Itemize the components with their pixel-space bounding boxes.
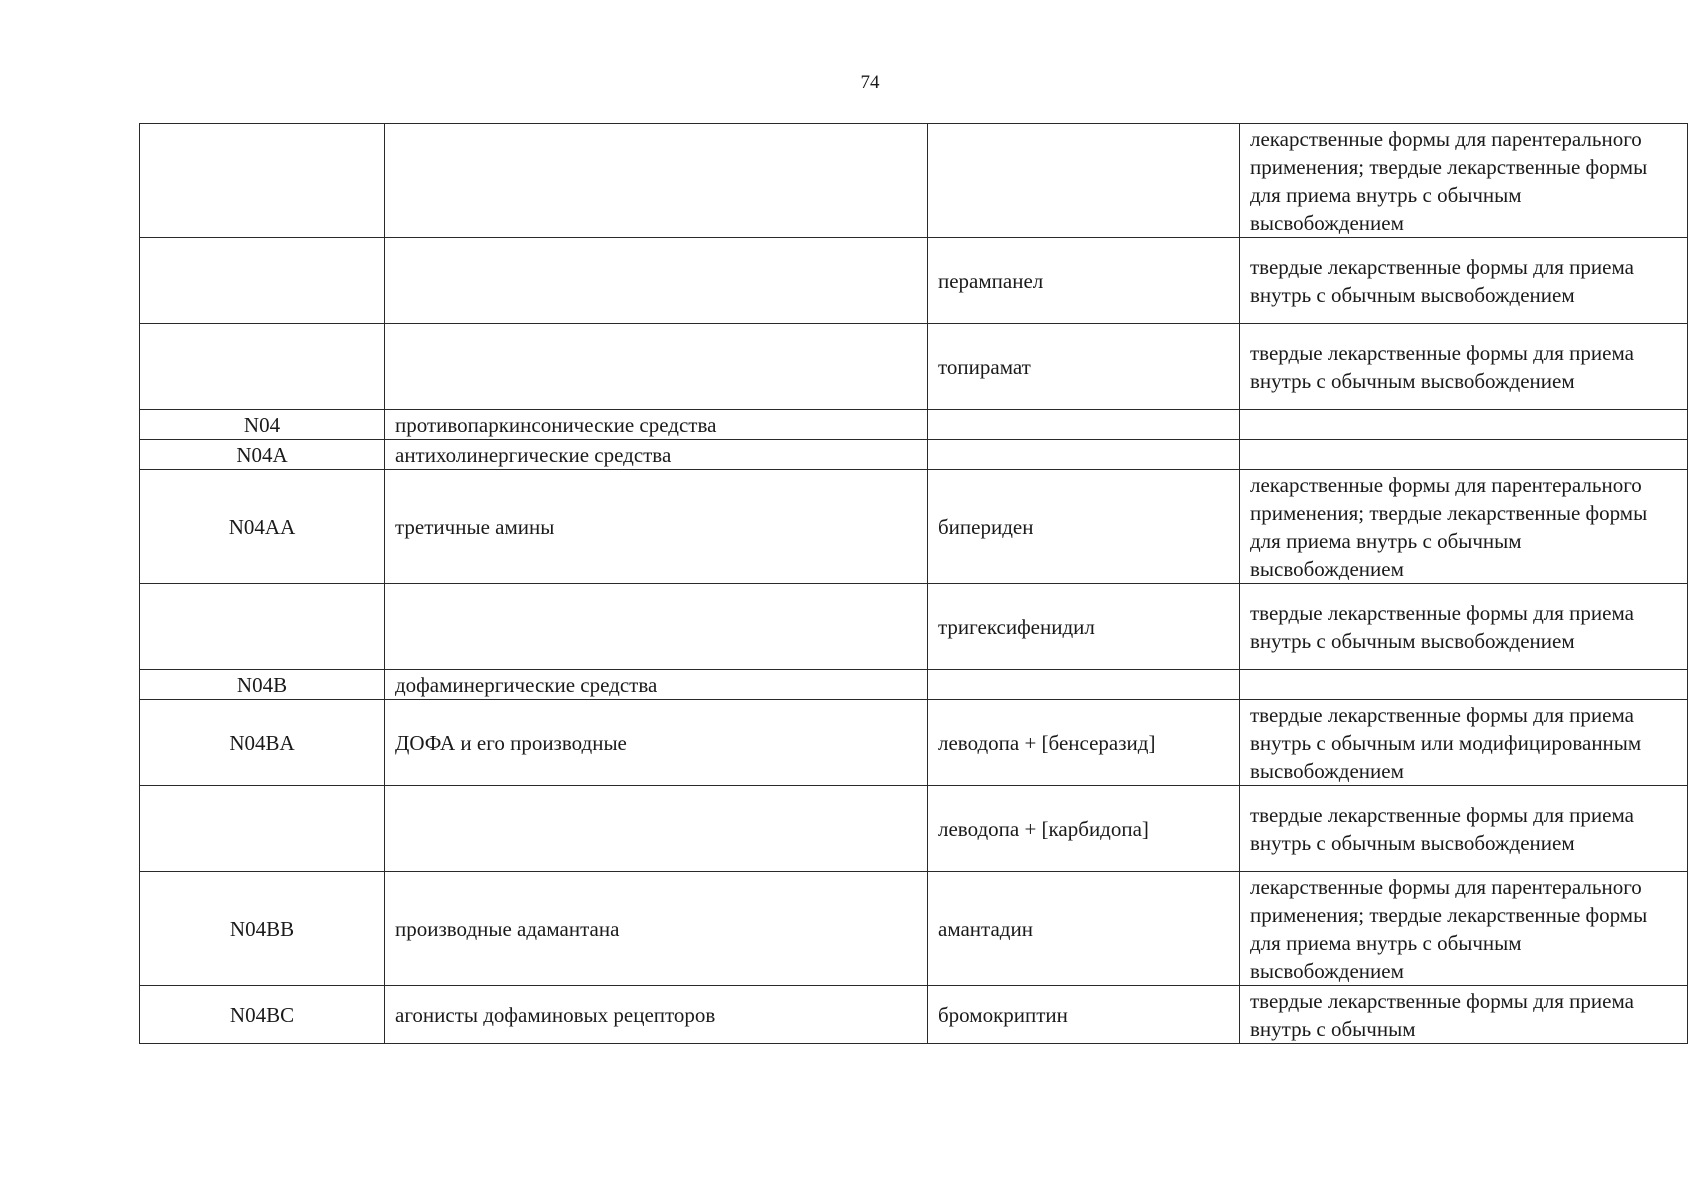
drug-name-cell: тригексифенидил <box>928 584 1240 670</box>
group-name-cell: антихолинергические средства <box>385 440 928 470</box>
dosage-form-cell: лекарственные формы для парентерального применения; твердые лекарственные формы для приема внутрь с обычным высвобождением <box>1240 124 1688 238</box>
drug-name-cell: леводопа + [карбидопа] <box>928 786 1240 872</box>
group-name-cell: третичные амины <box>385 470 928 584</box>
dosage-form-cell: твердые лекарственные формы для приема внутрь с обычным высвобождением <box>1240 584 1688 670</box>
atc-code-cell: N04 <box>140 410 385 440</box>
atc-code-cell: N04A <box>140 440 385 470</box>
atc-code-cell: N04BA <box>140 700 385 786</box>
table-row <box>140 440 1688 470</box>
drug-name-cell <box>928 410 1240 440</box>
table-row <box>140 238 1688 324</box>
atc-code-cell <box>140 124 385 238</box>
table-row <box>140 872 1688 986</box>
table-row <box>140 986 1688 1044</box>
drug-name-cell <box>928 124 1240 238</box>
dosage-form-cell: твердые лекарственные формы для приема внутрь с обычным или модифицированным высвобождением <box>1240 700 1688 786</box>
table-row <box>140 470 1688 584</box>
table-row <box>140 324 1688 410</box>
dosage-form-cell: лекарственные формы для парентерального применения; твердые лекарственные формы для приема внутрь с обычным высвобождением <box>1240 470 1688 584</box>
group-name-cell: производные адамантана <box>385 872 928 986</box>
atc-code-cell <box>140 786 385 872</box>
group-name-cell <box>385 124 928 238</box>
drug-name-cell: бипериден <box>928 470 1240 584</box>
table-row <box>140 410 1688 440</box>
atc-code-cell: N04AA <box>140 470 385 584</box>
dosage-form-cell: твердые лекарственные формы для приема внутрь с обычным высвобождением <box>1240 238 1688 324</box>
group-name-cell <box>385 238 928 324</box>
group-name-cell <box>385 324 928 410</box>
drug-name-cell: леводопа + [бенсеразид] <box>928 700 1240 786</box>
dosage-form-cell <box>1240 670 1688 700</box>
atc-code-cell <box>140 238 385 324</box>
table-row <box>140 700 1688 786</box>
table-row <box>140 670 1688 700</box>
drug-name-cell: перампанел <box>928 238 1240 324</box>
atc-code-cell: N04B <box>140 670 385 700</box>
group-name-cell <box>385 584 928 670</box>
dosage-form-cell <box>1240 440 1688 470</box>
drug-name-cell: бромокриптин <box>928 986 1240 1044</box>
atc-code-cell: N04BC <box>140 986 385 1044</box>
group-name-cell: ДОФА и его производные <box>385 700 928 786</box>
drug-name-cell: амантадин <box>928 872 1240 986</box>
group-name-cell: дофаминергические средства <box>385 670 928 700</box>
dosage-form-cell: твердые лекарственные формы для приема внутрь с обычным высвобождением <box>1240 786 1688 872</box>
dosage-form-cell: лекарственные формы для парентерального применения; твердые лекарственные формы для приема внутрь с обычным высвобождением <box>1240 872 1688 986</box>
atc-code-cell: N04BB <box>140 872 385 986</box>
table-row <box>140 124 1688 238</box>
group-name-cell <box>385 786 928 872</box>
atc-code-cell <box>140 584 385 670</box>
dosage-form-cell: твердые лекарственные формы для приема внутрь с обычным <box>1240 986 1688 1044</box>
page-number: 74 <box>860 72 880 93</box>
group-name-cell: противопаркинсонические средства <box>385 410 928 440</box>
drug-name-cell <box>928 670 1240 700</box>
dosage-form-cell <box>1240 410 1688 440</box>
table-row <box>140 584 1688 670</box>
group-name-cell: агонисты дофаминовых рецепторов <box>385 986 928 1044</box>
drug-table <box>139 123 1688 1044</box>
dosage-form-cell: твердые лекарственные формы для приема внутрь с обычным высвобождением <box>1240 324 1688 410</box>
table-row <box>140 786 1688 872</box>
drug-name-cell: топирамат <box>928 324 1240 410</box>
drug-name-cell <box>928 440 1240 470</box>
atc-code-cell <box>140 324 385 410</box>
